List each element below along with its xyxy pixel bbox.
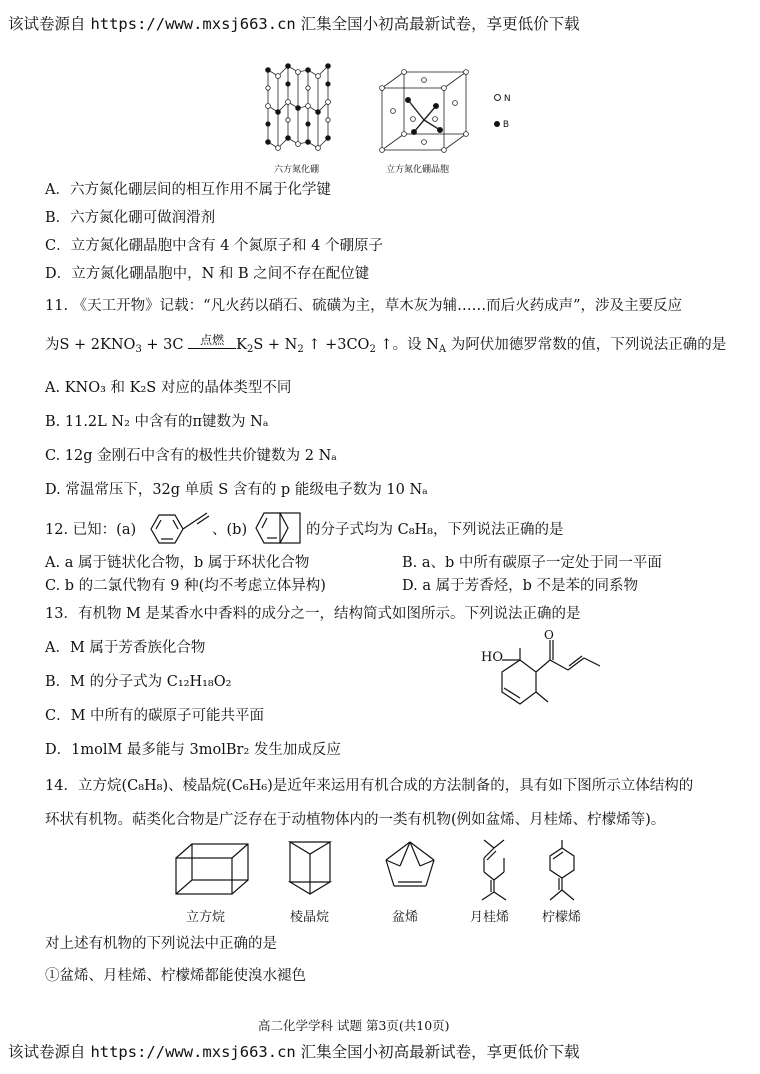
header-source-prefix: 该试卷源自 (8, 15, 91, 33)
cubane-structure (172, 840, 252, 900)
q12-stem-a: 12. 已知：(a) (45, 522, 137, 538)
q12-option-a: A. a 属于链状化合物，b 属于环状化合物 (45, 555, 310, 571)
prismane-structure (286, 836, 336, 898)
myrcene-structure (470, 838, 520, 904)
q11-option-b: B. 11.2L N₂ 中含有的π键数为 Nₐ (45, 414, 269, 430)
label-cubane: 立方烷 (186, 910, 226, 925)
q10-option-a: A．六方氮化硼层间的相互作用不属于化学键 (45, 182, 331, 198)
q12-option-d: D. a 属于芳香烃，b 不是苯的同系物 (402, 578, 638, 594)
reaction-condition-text: 点燃 (200, 333, 225, 347)
legend-n-label: N (503, 94, 511, 104)
q13-option-c: C．M 中所有的碳原子可能共平面 (45, 708, 265, 724)
q12-option-c: C. b 的二氯代物有 9 种(均不考虑立体异构) (45, 578, 326, 594)
q12-option-b: B. a、b 中所有碳原子一定处于同一平面 (402, 555, 662, 571)
q14-stem-line2: 环状有机物。萜类化合物是广泛存在于动植物体内的一类有机物(例如盆烯、月桂烯、柠檬烯等)。 (45, 812, 666, 828)
footer-source-prefix: 该试卷源自 (8, 1043, 91, 1061)
footer-url-link[interactable]: https://www.mxsj663.cn (90, 1043, 296, 1061)
footer-source-line (8, 1042, 580, 1062)
header-source-suffix: 汇集全国小初高最新试卷，享更低价下载 (295, 15, 580, 33)
q13-option-d: D．1molM 最多能与 3molBr₂ 发生加成反应 (45, 742, 341, 758)
cubic-bn-unit-cell (378, 70, 473, 160)
q11-option-c: C. 12g 金刚石中含有的极性共价键数为 2 Nₐ (45, 448, 337, 464)
compound-m-ho-label: HO (481, 650, 503, 665)
label-prismane: 棱晶烷 (290, 910, 330, 925)
legend-n-symbol-icon (494, 94, 501, 101)
legend-b-symbol-icon (494, 121, 500, 127)
q14-stem-line3: 对上述有机物的下列说法中正确的是 (45, 936, 277, 952)
q10-option-b: B．六方氮化硼可做润滑剂 (45, 210, 216, 226)
q12-stem-sep: 、(b) (212, 522, 248, 538)
svg-text:O: O (544, 628, 554, 642)
q14-statement-1: ①盆烯、月桂烯、柠檬烯都能使溴水褪色 (45, 968, 306, 984)
caption-cubic-bn: 立方氮化硼晶胞 (386, 165, 450, 175)
benzvalene-structure (380, 838, 440, 894)
caption-hexagonal-bn: 六方氮化硼 (274, 165, 320, 175)
q14-stem-line1: 14．立方烷(C₈H₈)、棱晶烷(C₆H₆)是近年来运用有机合成的方法制备的，具有如下图所示立体结构的 (45, 778, 694, 794)
q11-option-a: A. KNO₃ 和 K₂S 对应的晶体类型不同 (45, 380, 292, 396)
q13-stem: 13．有机物 M 是某香水中香料的成分之一，结构简式如图所示。下列说法正确的是 (45, 606, 581, 622)
q12-stem-end: 的分子式均为 C₈H₈，下列说法正确的是 (306, 522, 564, 538)
label-benzvalene: 盆烯 (392, 910, 419, 925)
footer-page-info: 高二化学学科 试题 第3页(共10页) (258, 1018, 450, 1033)
q13-option-a: A．M 属于芳香族化合物 (45, 640, 206, 656)
legend-b-label: B (502, 120, 510, 130)
compound-m-structure (478, 628, 608, 732)
footer-source-suffix: 汇集全国小初高最新试卷，享更低价下载 (295, 1043, 580, 1061)
label-myrcene: 月桂烯 (470, 910, 510, 925)
header-source-line (8, 14, 580, 34)
q10-option-d: D．立方氮化硼晶胞中，N 和 B 之间不存在配位键 (45, 266, 370, 282)
hexagonal-bn-figure (258, 62, 353, 157)
styrene-structure (143, 511, 213, 547)
header-url-link[interactable]: https://www.mxsj663.cn (90, 15, 296, 33)
q11-equation-line: 为$S + 2KNO_3 + 3C$ 点燃 $K_2S + N_2$ ↑ $+3CO_2$ ↑。设 $N_A$ 为阿伏加德罗常数的值，下列说法正确的是 (45, 335, 726, 355)
q11-stem-line1: 11. 《天工开物》记载：“凡火药以硝石、硫磺为主，草木灰为辅……而后火药成声”，涉及主要反应 (45, 298, 682, 314)
label-limonene: 柠檬烯 (542, 910, 582, 925)
limonene-structure (540, 838, 586, 904)
q13-option-b: B．M 的分子式为 C₁₂H₁₈O₂ (45, 674, 232, 690)
q10-option-c: C．立方氮化硼晶胞中含有 4 个氮原子和 4 个硼原子 (45, 238, 383, 254)
reaction-condition (188, 333, 236, 349)
benzocyclobutene-structure (252, 508, 304, 548)
q11-option-d: D. 常温常压下，32g 单质 S 含有的 p 能级电子数为 10 Nₐ (45, 482, 428, 498)
